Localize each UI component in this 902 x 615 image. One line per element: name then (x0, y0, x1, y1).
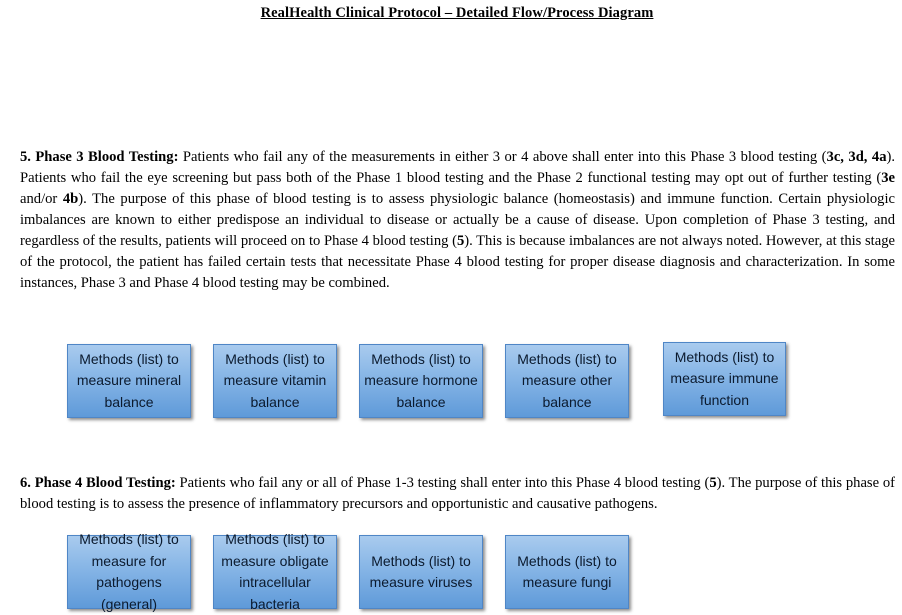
method-box-bacteria: Methods (list) to measure obligate intracellular bacteria (213, 535, 337, 609)
phase3-text: ). The purpose of this phase of blood testing is to assess physiologic balance (homeostasis) and immune function. Certain physiologic imbalances are known to either predispose an individual to disease or actually be a cause of disease. Upon completion of Phase 3 testing, and regardless of the results, patients will proceed on to Phase 4 blood testing ( (20, 191, 895, 249)
phase4-text: ). The purpose of this phase of blood testing is to assess the presence of inflammatory precursors and opportunistic and causative pathogens. (20, 475, 896, 512)
phase4-ref: 5 (709, 475, 717, 491)
method-box-other: Methods (list) to measure other balance (505, 344, 629, 418)
phase3-ref: 4b (62, 191, 79, 207)
phase3-heading: 5. Phase 3 Blood Testing: (20, 149, 179, 165)
phase3-text: ). This is because imbalances are not always noted. However, at this stage of the protocol, the patient has failed certain tests that necessitate Phase 4 blood testing for proper disease diagnosis and characterization. In some instances, Phase 3 and Phase 4 blood testing may be combined. (20, 233, 895, 291)
phase3-text: and/or (20, 191, 63, 207)
method-box-hormone: Methods (list) to measure hormone balance (359, 344, 483, 418)
phase3-ref: 3c, 3d, 4a (826, 149, 887, 165)
phase3-text: Patients who fail any of the measurements in either 3 or 4 above shall enter into this Phase 3 blood testing ( (178, 149, 827, 165)
phase3-text: ). Patients who fail the eye screening but pass both of the Phase 1 blood testing and the Phase 2 functional testing may opt out of further testing ( (20, 149, 896, 186)
phase3-paragraph (20, 147, 895, 294)
method-box-immune: Methods (list) to measure immune function (663, 342, 786, 416)
phase4-paragraph (20, 473, 895, 515)
page-title: RealHealth Clinical Protocol – Detailed Flow/Process Diagram (260, 5, 654, 21)
method-box-pathogens: Methods (list) to measure for pathogens (general) (67, 535, 191, 609)
phase4-text: Patients who fail any or all of Phase 1-3 testing shall enter into this Phase 4 blood testing ( (175, 475, 710, 491)
phase4-heading: 6. Phase 4 Blood Testing: (20, 475, 176, 491)
method-box-vitamin: Methods (list) to measure vitamin balance (213, 344, 337, 418)
method-box-mineral: Methods (list) to measure mineral balance (67, 344, 191, 418)
method-box-fungi: Methods (list) to measure fungi (505, 535, 629, 609)
phase3-ref: 3e (881, 170, 895, 186)
method-box-viruses: Methods (list) to measure viruses (359, 535, 483, 609)
phase3-ref: 5 (456, 233, 465, 249)
